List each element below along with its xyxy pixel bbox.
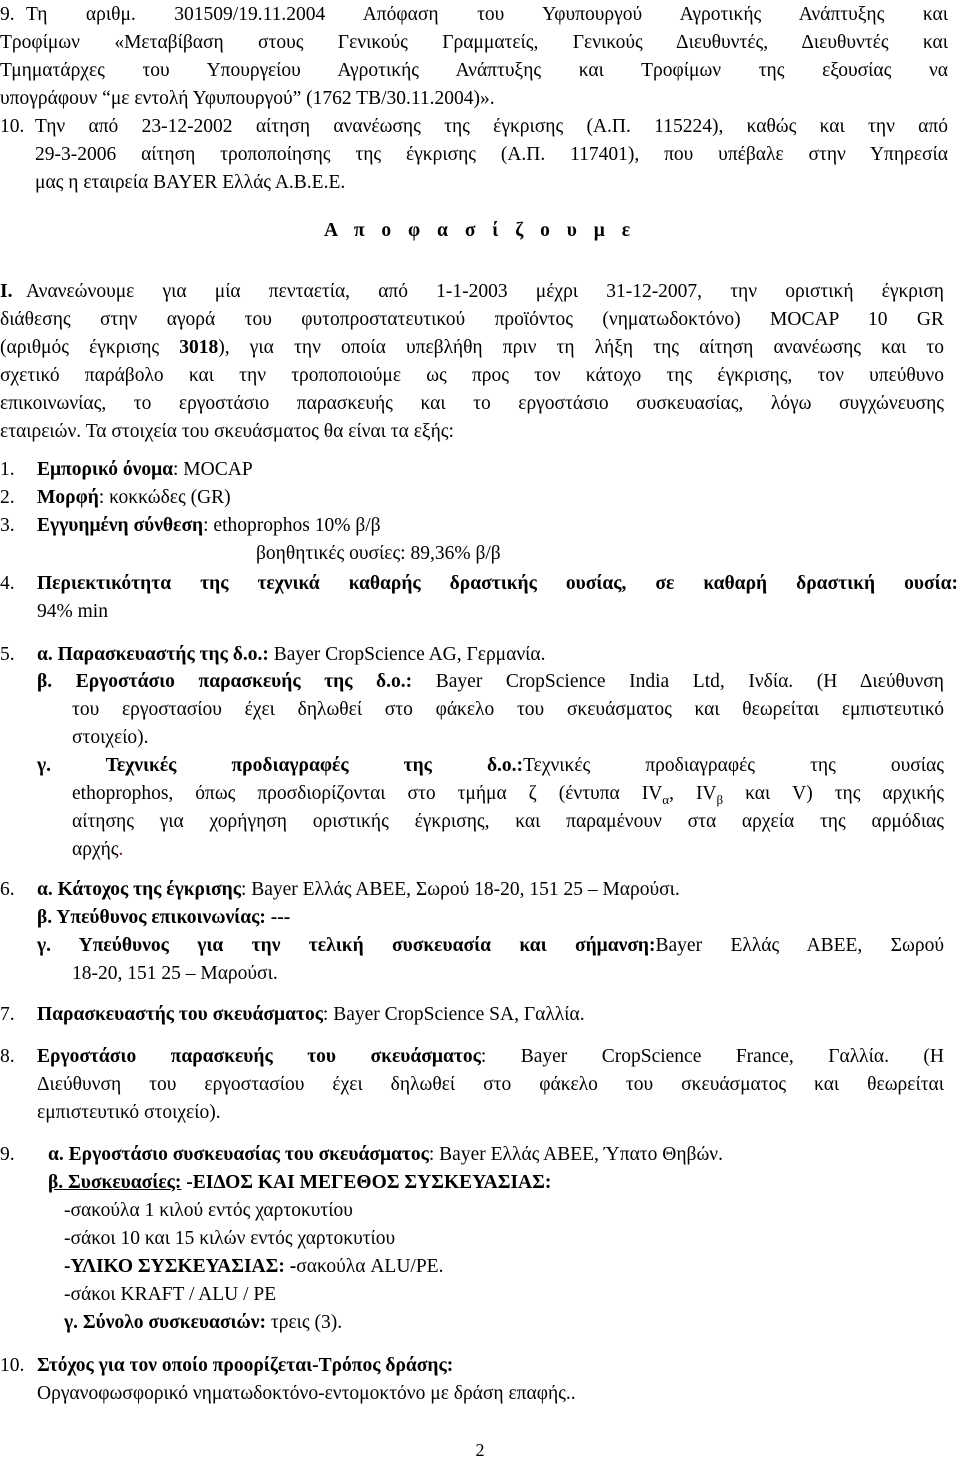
item10-label: Στόχος για τον οποίο προορίζεται-Τρόπος δράσης: (37, 1355, 454, 1376)
page-number: 2 (475, 1440, 485, 1460)
item8-line3: εμπιστευτικό στοιχείο). (37, 1102, 221, 1123)
item9c-label: γ. Σύνολο συσκευασιών: (64, 1312, 267, 1333)
item5-num: 5. (0, 644, 15, 665)
item5b-value-l1: Bayer CropScience India Ltd, Ινδία. (Η Διεύθυνση (412, 671, 944, 692)
item5a-value: Bayer CropScience AG, Γερμανία. (268, 644, 546, 665)
item9-pkg2: -σάκοι 10 και 15 κιλών εντός χαρτοκυτίου (64, 1228, 396, 1249)
item5b-label: β. Εργοστάσιο παρασκευής της δ.ο.: (37, 671, 413, 692)
item5c-line4-dot: . (118, 839, 124, 860)
item6a (37, 878, 680, 902)
item6c-label: γ. Υπεύθυνος για την τελική συσκευασία και σήμανση: (37, 935, 656, 956)
item7-num: 7. (0, 1004, 15, 1025)
section1-line2: διάθεσης στην αγορά του φυτοπροστατευτικού προϊόντος (νηματωδοκτόνο) MOCAP 10 GR (0, 309, 944, 330)
item5b-line2: του εργοστασίου έχει δηλωθεί στο φάκελο του σκευάσματος και θεωρείται εμπιστευτικό (72, 699, 944, 720)
intro-item9-line1: Τη αριθμ. 301509/19.11.2004 Απόφαση του Υφυπουργού Αγροτικής Ανάπτυξης και (26, 4, 948, 25)
item10-value: Οργανοφωσφορικό νηματωδοκτόνο-εντομοκτόνο με δράση επαφής.. (37, 1383, 576, 1404)
item4-value: 94% min (37, 601, 108, 622)
item9b-label: β. Συσκευασίες: (48, 1172, 182, 1193)
item9b-value: -ΕΙΔΟΣ ΚΑΙ ΜΕΓΕΘΟΣ ΣΥΣΚΕΥΑΣΙΑΣ: (181, 1172, 552, 1193)
section1-line6: εταιρειών. Τα στοιχεία του σκευάσματος θα είναι τα εξής: (0, 421, 454, 442)
intro-item9-line2: Τροφίμων «Μεταβίβαση στους Γενικούς Γραμματείς, Γενικούς Διευθυντές, Διευθυντές και (0, 32, 948, 53)
item5b-line3: στοιχείο). (72, 727, 149, 748)
item9a-value: : Bayer Ελλάς ΑΒΕΕ, Ύπατο Θηβών. (428, 1144, 723, 1165)
item1 (37, 458, 253, 482)
item5c-label: γ. Τεχνικές προδιαγραφές της δ.ο.: (37, 755, 524, 776)
item5c-line4-text: αρχής (72, 839, 119, 860)
item3-num: 3. (0, 515, 15, 536)
item1-label: Εμπορικό όνομα (37, 459, 174, 480)
item2-value: : κοκκώδες (GR) (98, 487, 231, 508)
section1-line3 (0, 336, 944, 360)
item9-material-label: -ΥΛΙΚΟ ΣΥΣΚΕΥΑΣΙΑΣ: - (64, 1256, 297, 1277)
section1-line5: επικοινωνίας, το εργοστάσιο παρασκευής και το εργοστάσιο συσκευασίας, λόγω συγχώνευσης (0, 393, 944, 414)
item7 (37, 1003, 585, 1027)
item9-num: 9. (0, 1144, 15, 1165)
item9c (64, 1311, 342, 1335)
item9a (48, 1143, 723, 1167)
intro-item10-line3: μας η εταιρεία BAYER Ελλάς Α.Β.Ε.Ε. (35, 172, 346, 193)
item6c-value-l1: Bayer Ελλάς ΑΒΕΕ, Σωρού (655, 935, 944, 956)
item8-label: Εργοστάσιο παρασκευής του σκευάσματος (37, 1046, 481, 1067)
item9c-value: τρεις (3). (266, 1312, 343, 1333)
item4-num: 4. (0, 573, 15, 594)
item6c-line2: 18-20, 151 25 – Μαρούσι. (72, 963, 278, 984)
item8-line2: Διεύθυνση του εργοστασίου έχει δηλωθεί στο φάκελο του σκευάσματος και θεωρείται (37, 1074, 944, 1095)
item9-material (64, 1255, 443, 1279)
item6a-label: α. Κάτοχος της έγκρισης (37, 879, 241, 900)
item7-value: : Bayer CropScience SA, Γαλλία. (322, 1004, 585, 1025)
item9-material-value: σακούλα ALU/PE. (296, 1256, 444, 1277)
item2 (37, 486, 231, 510)
item1-value: : MOCAP (173, 459, 253, 480)
item9b (48, 1171, 551, 1195)
section1-num: Ι. (0, 281, 13, 302)
item5c-value-l1: Τεχνικές προδιαγραφές της ουσίας (523, 755, 944, 776)
section1-line3-a: (αριθμός έγκρισης (0, 337, 180, 358)
item6b-label: β. Υπεύθυνος επικοινωνίας: (37, 907, 266, 928)
item3 (37, 514, 381, 538)
item9-pkg1: -σακούλα 1 κιλού εντός χαρτοκυτίου (64, 1200, 353, 1221)
item10-num: 10. (0, 1355, 25, 1376)
item3-value2: βοηθητικές ουσίες: 89,36% β/β (256, 543, 501, 564)
item3-value: : ethoprophos 10% β/β (203, 515, 381, 536)
item5b-line1 (37, 670, 944, 694)
intro-item10-line2: 29-3-2006 αίτηση τροποποίησης της έγκρισης (Α.Π. 117401), που υπέβαλε στην Υπηρεσία (35, 144, 948, 165)
intro-item9-line3: Τμηματάρχες του Υπουργείου Αγροτικής Ανάπτυξης και Τροφίμων της εξουσίας να (0, 60, 948, 81)
item8-line1 (37, 1045, 944, 1069)
item8-value-l1: : Bayer CropScience France, Γαλλία. (Η (480, 1046, 944, 1067)
item5a (37, 643, 546, 667)
item4-label: Περιεκτικότητα της τεχνικά καθαρής δραστικής ουσίας, σε καθαρή δραστική ουσία: (37, 573, 958, 594)
item6a-value: : Bayer Ελλάς ΑΒΕΕ, Σωρού 18-20, 151 25 – Μαρούσι. (240, 879, 680, 900)
item6b (37, 906, 290, 930)
item1-num: 1. (0, 459, 15, 480)
item5c-line2-c: και V) της αρχικής (723, 783, 945, 804)
item6b-value: --- (265, 907, 291, 928)
item6-num: 6. (0, 879, 15, 900)
item3-label: Εγγυημένη σύνθεση (37, 515, 204, 536)
item5c-sub-beta: β (716, 791, 724, 807)
intro-item10-num: 10. (0, 116, 25, 137)
item9a-label: α. Εργοστάσιο συσκευασίας του σκευάσματος (48, 1144, 429, 1165)
item8-num: 8. (0, 1046, 15, 1067)
intro-item9-line4: υπογράφουν “με εντολή Υφυπουργού” (1762 ΤΒ/30.11.2004)». (0, 88, 495, 109)
item6c-line1 (37, 934, 944, 958)
item7-label: Παρασκευαστής του σκευάσματος (37, 1004, 323, 1025)
section1-line1: Ανανεώνουμε για μία πενταετία, από 1-1-2003 μέχρι 31-12-2007, την οριστική έγκριση (26, 281, 944, 302)
decision-heading: Α π ο φ α σ ί ζ ο υ μ ε (323, 220, 637, 241)
item5c-line2-a: ethoprophos, όπως προσδιορίζονται στο τμήμα ζ (έντυπα IV (72, 783, 663, 804)
item5c-line4 (72, 838, 123, 862)
item5c-line2-b: , IV (669, 783, 717, 804)
item2-num: 2. (0, 487, 15, 508)
item9-material2: -σάκοι KRAFT / ALU / PE (64, 1284, 277, 1305)
approval-number: 3018 (179, 337, 219, 358)
item5a-label: α. Παρασκευαστής της δ.ο.: (37, 644, 269, 665)
intro-item9-num: 9. (0, 4, 15, 25)
intro-item10-line1: Την από 23-12-2002 αίτηση ανανέωσης της έγκρισης (Α.Π. 115224), καθώς και την από (35, 116, 948, 137)
item5c-line2 (72, 782, 944, 812)
item5c-line3: αίτησης για χορήγηση οριστικής έγκρισης, και παραμένουν στα αρχεία της αρμόδιας (72, 811, 944, 832)
item5c-sub-alpha: α (662, 791, 670, 807)
item2-label: Μορφή (37, 487, 99, 508)
section1-line3-b: ), για την οποία υπεβλήθη πριν τη λήξη της αίτηση ανανέωσης και το (218, 337, 945, 358)
item5c-line1 (37, 754, 944, 778)
section1-line4: σχετικό παράβολο και την τροποποιούμε ως προς τον κάτοχο της έγκρισης, τον υπεύθυνο (0, 365, 944, 386)
